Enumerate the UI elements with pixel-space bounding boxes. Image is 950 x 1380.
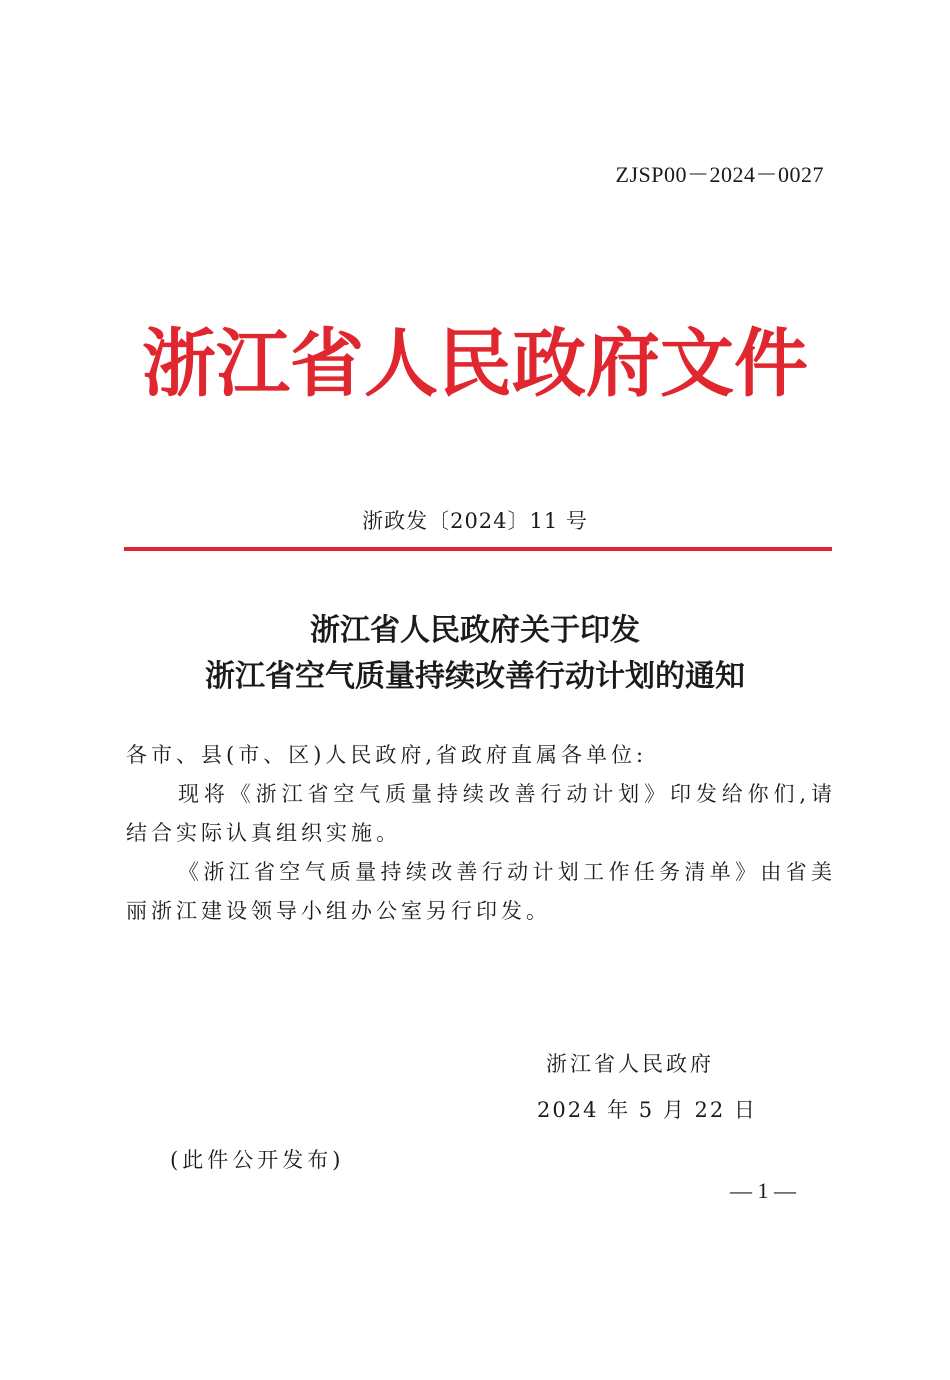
addressee: 各市、县(市、区)人民政府,省政府直属各单位:	[126, 743, 648, 767]
page-number: — 1 —	[730, 1178, 796, 1203]
document-number: 浙政发〔2024〕11 号	[362, 509, 588, 533]
notice-title-line-2: 浙江省空气质量持续改善行动计划的通知	[205, 659, 745, 694]
body-paragraph-1: 现将《浙江省空气质量持续改善行动计划》印发给你们,请结合实际认真组织实施。	[126, 782, 836, 845]
body-paragraph-2: 《浙江省空气质量持续改善行动计划工作任务清单》由省美丽浙江建设领导小组办公室另行印发。	[126, 860, 836, 923]
issuer-signature: 浙江省人民政府	[546, 1052, 714, 1076]
notice-title-line-1: 浙江省人民政府关于印发	[310, 613, 640, 648]
masthead-title: 浙江省人民政府文件	[142, 321, 808, 407]
issue-date: 2024 年 5 月 22 日	[537, 1098, 757, 1122]
document-code: ZJSP00－2024－0027	[615, 162, 824, 187]
red-divider-line	[124, 547, 832, 551]
public-release-note: (此件公开发布)	[170, 1148, 345, 1172]
